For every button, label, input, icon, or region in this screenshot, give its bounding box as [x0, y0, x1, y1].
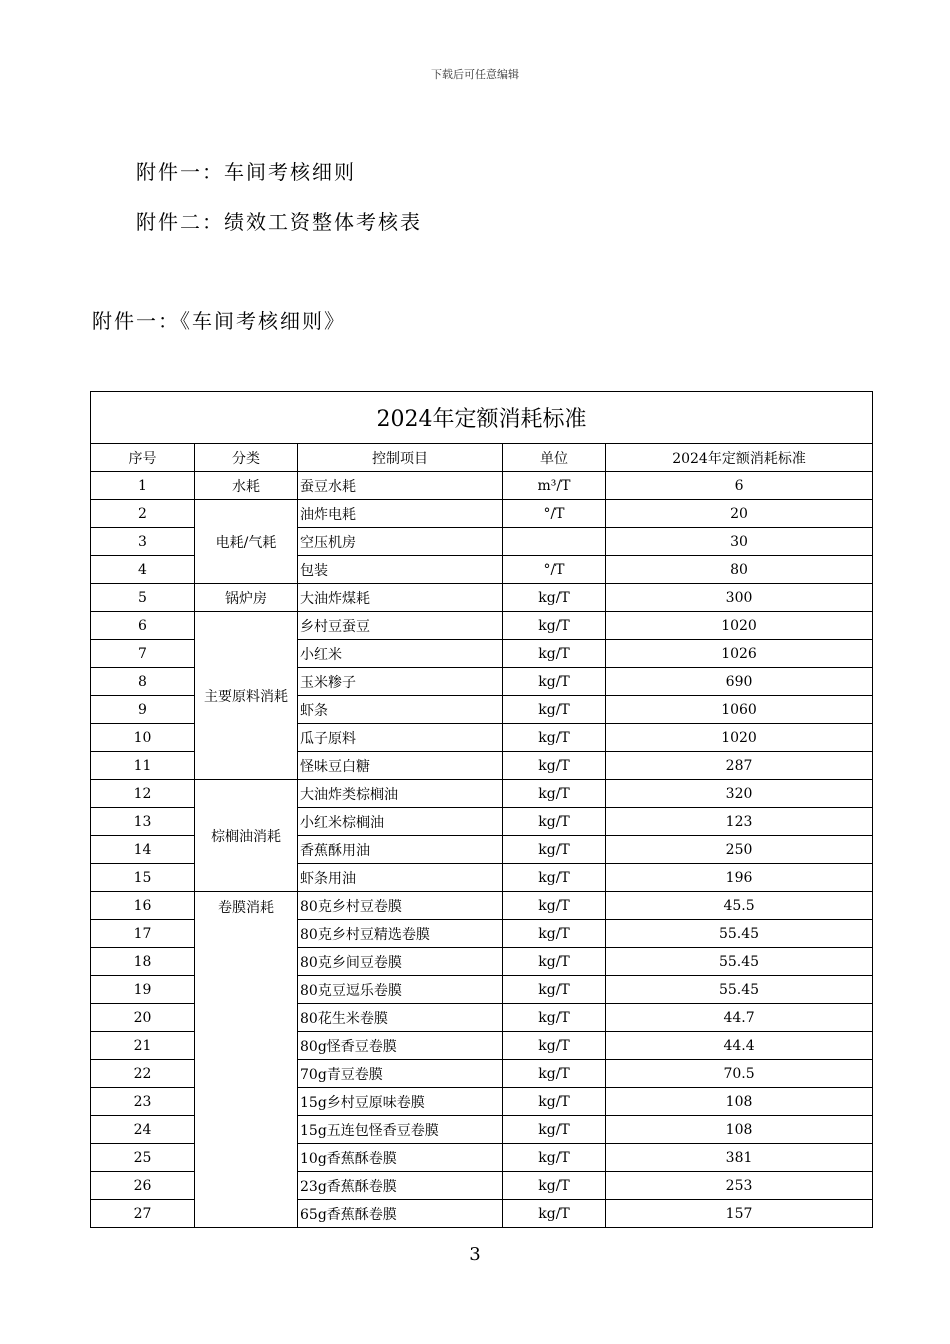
unit-cell: kg/T — [503, 696, 606, 724]
control-item-cell: 80g怪香豆卷膜 — [298, 1032, 503, 1060]
control-item-cell: 80克乡村豆卷膜 — [298, 892, 503, 920]
control-item-cell: 小红米 — [298, 640, 503, 668]
unit-cell: kg/T — [503, 948, 606, 976]
row-number-cell: 22 — [91, 1060, 195, 1088]
unit-cell: kg/T — [503, 584, 606, 612]
row-number-cell: 11 — [91, 752, 195, 780]
control-item-cell: 乡村豆蚕豆 — [298, 612, 503, 640]
unit-cell: kg/T — [503, 668, 606, 696]
control-item-cell: 怪味豆白糖 — [298, 752, 503, 780]
control-item-cell: 70g青豆卷膜 — [298, 1060, 503, 1088]
control-item-cell: 大油炸煤耗 — [298, 584, 503, 612]
quota-value-cell: 287 — [606, 752, 873, 780]
category-cell: 电耗/气耗 — [195, 500, 298, 584]
quota-value-cell: 55.45 — [606, 976, 873, 1004]
quota-value-cell: 690 — [606, 668, 873, 696]
row-number-cell: 23 — [91, 1088, 195, 1116]
unit-cell: kg/T — [503, 1172, 606, 1200]
control-item-cell: 80克豆逗乐卷膜 — [298, 976, 503, 1004]
quota-value-cell: 70.5 — [606, 1060, 873, 1088]
row-number-cell: 6 — [91, 612, 195, 640]
row-number-cell: 17 — [91, 920, 195, 948]
column-header: 控制项目 — [298, 444, 503, 472]
quota-value-cell: 1020 — [606, 612, 873, 640]
control-item-cell: 15g乡村豆原味卷膜 — [298, 1088, 503, 1116]
control-item-cell: 虾条 — [298, 696, 503, 724]
unit-cell — [503, 528, 606, 556]
row-number-cell: 18 — [91, 948, 195, 976]
row-number-cell: 7 — [91, 640, 195, 668]
control-item-cell: 大油炸类棕榈油 — [298, 780, 503, 808]
row-number-cell: 27 — [91, 1200, 195, 1228]
unit-cell: kg/T — [503, 976, 606, 1004]
row-number-cell: 19 — [91, 976, 195, 1004]
quota-value-cell: 55.45 — [606, 948, 873, 976]
unit-cell: kg/T — [503, 780, 606, 808]
control-item-cell: 虾条用油 — [298, 864, 503, 892]
unit-cell: kg/T — [503, 612, 606, 640]
quota-value-cell: 157 — [606, 1200, 873, 1228]
control-item-cell: 空压机房 — [298, 528, 503, 556]
row-number-cell: 4 — [91, 556, 195, 584]
unit-cell: kg/T — [503, 920, 606, 948]
category-cell: 主要原料消耗 — [195, 612, 298, 780]
row-number-cell: 1 — [91, 472, 195, 500]
unit-cell: kg/T — [503, 752, 606, 780]
control-item-cell: 油炸电耗 — [298, 500, 503, 528]
row-number-cell: 3 — [91, 528, 195, 556]
table-title: 2024年定额消耗标准 — [91, 392, 873, 444]
row-number-cell: 26 — [91, 1172, 195, 1200]
table-row — [91, 584, 873, 612]
control-item-cell: 80克乡间豆卷膜 — [298, 948, 503, 976]
category-cell: 卷膜消耗 — [195, 892, 298, 1228]
row-number-cell: 12 — [91, 780, 195, 808]
control-item-cell: 23g香蕉酥卷膜 — [298, 1172, 503, 1200]
row-number-cell: 8 — [91, 668, 195, 696]
row-number-cell: 25 — [91, 1144, 195, 1172]
table-header-row — [91, 444, 873, 472]
table-row — [91, 892, 873, 920]
row-number-cell: 15 — [91, 864, 195, 892]
quota-value-cell: 6 — [606, 472, 873, 500]
row-number-cell: 20 — [91, 1004, 195, 1032]
quota-value-cell: 123 — [606, 808, 873, 836]
row-number-cell: 5 — [91, 584, 195, 612]
quota-value-cell: 20 — [606, 500, 873, 528]
control-item-cell: 蚕豆水耗 — [298, 472, 503, 500]
unit-cell: kg/T — [503, 1088, 606, 1116]
header-note: 下载后可任意编辑 — [431, 68, 519, 81]
table-row — [91, 780, 873, 808]
row-number-cell: 16 — [91, 892, 195, 920]
category-cell: 锅炉房 — [195, 584, 298, 612]
quota-value-cell: 44.7 — [606, 1004, 873, 1032]
unit-cell: kg/T — [503, 1060, 606, 1088]
attachment-line-1: 附件一：车间考核细则 — [136, 160, 356, 184]
quota-value-cell: 381 — [606, 1144, 873, 1172]
quota-value-cell: 196 — [606, 864, 873, 892]
unit-cell: kg/T — [503, 1004, 606, 1032]
section-title: 附件一：《车间考核细则》 — [92, 309, 346, 333]
unit-cell: kg/T — [503, 1032, 606, 1060]
quota-value-cell: 44.4 — [606, 1032, 873, 1060]
unit-cell: kg/T — [503, 1144, 606, 1172]
quota-value-cell: 108 — [606, 1116, 873, 1144]
control-item-cell: 包装 — [298, 556, 503, 584]
unit-cell: kg/T — [503, 864, 606, 892]
row-number-cell: 9 — [91, 696, 195, 724]
quota-value-cell: 250 — [606, 836, 873, 864]
control-item-cell: 香蕉酥用油 — [298, 836, 503, 864]
row-number-cell: 2 — [91, 500, 195, 528]
quota-value-cell: 300 — [606, 584, 873, 612]
table-row — [91, 500, 873, 528]
quota-value-cell: 1060 — [606, 696, 873, 724]
quota-value-cell: 30 — [606, 528, 873, 556]
control-item-cell: 80花生米卷膜 — [298, 1004, 503, 1032]
table-title-row — [91, 392, 873, 444]
unit-cell: kg/T — [503, 724, 606, 752]
quota-value-cell: 55.45 — [606, 920, 873, 948]
quota-value-cell: 45.5 — [606, 892, 873, 920]
control-item-cell: 玉米糁子 — [298, 668, 503, 696]
table-row — [91, 612, 873, 640]
row-number-cell: 10 — [91, 724, 195, 752]
control-item-cell: 80克乡村豆精选卷膜 — [298, 920, 503, 948]
control-item-cell: 10g香蕉酥卷膜 — [298, 1144, 503, 1172]
category-cell: 棕榈油消耗 — [195, 780, 298, 892]
quota-value-cell: 1020 — [606, 724, 873, 752]
unit-cell: kg/T — [503, 1116, 606, 1144]
control-item-cell: 小红米棕榈油 — [298, 808, 503, 836]
unit-cell: °/T — [503, 556, 606, 584]
column-header: 2024年定额消耗标准 — [606, 444, 873, 472]
row-number-cell: 14 — [91, 836, 195, 864]
unit-cell: kg/T — [503, 836, 606, 864]
table-row — [91, 472, 873, 500]
category-cell: 水耗 — [195, 472, 298, 500]
row-number-cell: 24 — [91, 1116, 195, 1144]
quota-value-cell: 1026 — [606, 640, 873, 668]
row-number-cell: 21 — [91, 1032, 195, 1060]
control-item-cell: 15g五连包怪香豆卷膜 — [298, 1116, 503, 1144]
control-item-cell: 瓜子原料 — [298, 724, 503, 752]
row-number-cell: 13 — [91, 808, 195, 836]
quota-value-cell: 320 — [606, 780, 873, 808]
control-item-cell: 65g香蕉酥卷膜 — [298, 1200, 503, 1228]
quota-value-cell: 253 — [606, 1172, 873, 1200]
attachment-line-2: 附件二：绩效工资整体考核表 — [136, 210, 422, 234]
quota-value-cell: 108 — [606, 1088, 873, 1116]
column-header: 单位 — [503, 444, 606, 472]
unit-cell: kg/T — [503, 1200, 606, 1228]
unit-cell: kg/T — [503, 640, 606, 668]
unit-cell: °/T — [503, 500, 606, 528]
unit-cell: kg/T — [503, 892, 606, 920]
quota-table — [90, 391, 873, 1228]
page-number: 3 — [469, 1244, 481, 1265]
quota-value-cell: 80 — [606, 556, 873, 584]
unit-cell: m³/T — [503, 472, 606, 500]
unit-cell: kg/T — [503, 808, 606, 836]
column-header: 序号 — [91, 444, 195, 472]
column-header: 分类 — [195, 444, 298, 472]
